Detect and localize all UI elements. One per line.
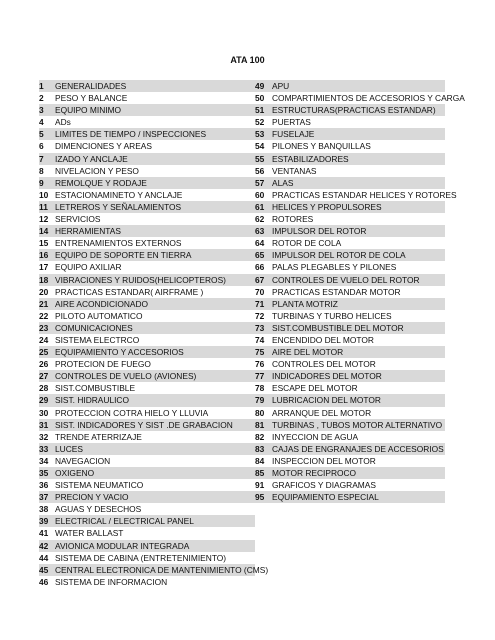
chapter-list-right (255, 80, 465, 503)
chapter-number: 32 (39, 431, 49, 442)
chapter-number: 52 (255, 117, 265, 128)
chapter-label: SIST. INDICADORES Y SIST .DE GRABACION (55, 419, 233, 430)
chapter-row (255, 225, 445, 237)
chapter-number: 57 (255, 177, 265, 188)
chapter-label: SISTEMA NEUMATICO (55, 480, 144, 491)
chapter-number: 16 (39, 250, 49, 261)
chapter-number: 5 (39, 129, 44, 140)
chapter-label: SIST. HIDRAULICO (55, 395, 129, 406)
chapter-label: ELECTRICAL / ELECTRICAL PANEL (55, 516, 194, 527)
chapter-row (255, 298, 445, 310)
chapter-row (39, 310, 255, 322)
chapter-number: 78 (255, 383, 265, 394)
chapter-row (255, 140, 445, 152)
chapter-number: 14 (39, 226, 49, 237)
chapter-number: 45 (39, 564, 49, 575)
chapter-row (255, 370, 445, 382)
chapter-label: SISTEMA ELECTRCO (55, 334, 140, 345)
chapter-number: 4 (39, 117, 44, 128)
chapter-row (39, 419, 255, 431)
chapter-number: 9 (39, 177, 44, 188)
chapter-label: GENERALIDADES (55, 81, 127, 91)
chapter-label: ESTABILIZADORES (272, 153, 349, 164)
chapter-label: APU (272, 81, 290, 91)
chapter-label: SISTEMA DE CABINA (ENTRETENIMIENTO) (55, 552, 227, 563)
chapter-row (255, 80, 445, 92)
chapter-label: LETREROS Y SEÑALAMIENTOS (55, 201, 182, 212)
chapter-number: 65 (255, 250, 265, 261)
chapter-row (39, 225, 255, 237)
chapter-number: 82 (255, 431, 265, 442)
chapter-number: 54 (255, 141, 265, 152)
chapter-row (39, 576, 255, 588)
chapter-number: 36 (39, 480, 49, 491)
chapter-label: SISTEMA DE INFORMACION (55, 576, 168, 587)
chapter-row (255, 104, 445, 116)
chapter-number: 91 (255, 480, 265, 491)
chapter-number: 3 (39, 105, 44, 116)
chapter-number: 56 (255, 165, 265, 176)
chapter-row (255, 394, 445, 406)
chapter-label: IZADO Y ANCLAJE (55, 153, 128, 164)
chapter-number: 12 (39, 214, 49, 225)
chapter-number: 41 (39, 528, 49, 539)
chapter-row (255, 310, 445, 322)
chapter-label: HELICES Y PROPULSORES (272, 201, 382, 212)
chapter-number: 83 (255, 443, 265, 454)
chapter-label: EQUIPO AXILIAR (55, 262, 122, 273)
chapter-row (255, 334, 445, 346)
chapter-row (39, 249, 255, 261)
chapter-label: PRECION Y VACIO (55, 492, 129, 503)
chapter-row (255, 189, 457, 201)
chapter-row (39, 503, 255, 515)
chapter-label: NIVELACION Y PESO (55, 165, 139, 176)
chapter-row (255, 491, 445, 503)
chapter-row (39, 491, 255, 503)
chapter-row (39, 382, 255, 394)
chapter-row (255, 249, 445, 261)
chapter-row (255, 346, 445, 358)
chapter-number: 75 (255, 347, 265, 358)
chapter-row (39, 128, 255, 140)
chapter-row (39, 286, 255, 298)
chapter-row (39, 540, 255, 552)
chapter-number: 73 (255, 322, 265, 333)
chapter-label: PALAS PLEGABLES Y PILONES (272, 262, 397, 273)
chapter-row (39, 346, 255, 358)
chapter-label: PILOTO AUTOMATICO (55, 310, 143, 321)
chapter-label: ROTOR DE COLA (272, 238, 342, 249)
chapter-label: PILONES Y BANQUILLAS (272, 141, 371, 152)
chapter-row (255, 407, 445, 419)
chapter-label: TURBINAS , TUBOS MOTOR ALTERNATIVO (272, 419, 443, 430)
chapter-label: CENTRAL ELECTRONICA DE MANTENIMIENTO (CMS) (55, 564, 269, 575)
chapter-number: 27 (39, 371, 49, 382)
chapter-label: IMPULSOR DEL ROTOR DE COLA (272, 250, 406, 261)
chapter-number: 25 (39, 347, 49, 358)
chapter-label: LUBRICACION DEL MOTOR (272, 395, 381, 406)
chapter-row (255, 479, 445, 491)
chapter-row (39, 467, 255, 479)
chapter-row (39, 564, 269, 576)
chapter-row (39, 358, 255, 370)
chapter-row (255, 261, 445, 273)
chapter-row (39, 80, 255, 92)
chapter-number: 26 (39, 359, 49, 370)
chapter-row (255, 128, 445, 140)
chapter-label: PESO Y BALANCE (55, 93, 128, 104)
chapter-row (39, 527, 255, 539)
chapter-row (255, 382, 445, 394)
chapter-row (39, 455, 255, 467)
chapter-number: 21 (39, 298, 49, 309)
chapter-label: CAJAS DE ENGRANAJES DE ACCESORIOS (272, 443, 444, 454)
page-title: ATA 100 (230, 55, 265, 65)
chapter-number: 2 (39, 93, 44, 104)
chapter-row (255, 467, 445, 479)
chapter-label: PUERTAS (272, 117, 311, 128)
chapter-label: COMPARTIMIENTOS DE ACCESORIOS Y CARGA (272, 93, 465, 104)
chapter-label: VENTANAS (272, 165, 317, 176)
chapter-number: 72 (255, 310, 265, 321)
chapter-label: PROTECION DE FUEGO (55, 359, 151, 370)
chapter-label: PRACTICAS ESTANDAR HELICES Y ROTORES (272, 189, 457, 200)
chapter-row (39, 177, 255, 189)
chapter-row (39, 515, 255, 527)
chapter-number: 1 (39, 81, 44, 91)
chapter-number: 6 (39, 141, 44, 152)
chapter-label: COMUNICACIONES (55, 322, 133, 333)
chapter-label: CONTROLES DE VUELO DEL ROTOR (272, 274, 420, 285)
chapter-number: 51 (255, 105, 265, 116)
chapter-label: INSPECCION DEL MOTOR (272, 455, 376, 466)
chapter-number: 79 (255, 395, 265, 406)
chapter-number: 55 (255, 153, 265, 164)
chapter-label: HERRAMIENTAS (55, 226, 121, 237)
chapter-row (255, 165, 445, 177)
chapter-number: 70 (255, 286, 265, 297)
chapter-row (39, 394, 255, 406)
chapter-label: SIST.COMBUSTIBLE (55, 383, 136, 394)
chapter-number: 76 (255, 359, 265, 370)
chapter-number: 39 (39, 516, 49, 527)
chapter-row (255, 116, 445, 128)
chapter-label: LIMITES DE TIEMPO / INSPECCIONES (55, 129, 207, 140)
chapter-number: 31 (39, 419, 49, 430)
chapter-label: GRAFICOS Y DIAGRAMAS (272, 480, 376, 491)
chapter-label: CONTROLES DEL MOTOR (272, 359, 376, 370)
chapter-label: LUCES (55, 443, 83, 454)
chapter-number: 84 (255, 455, 265, 466)
chapter-label: AIRE DEL MOTOR (272, 347, 344, 358)
chapter-label: FUSELAJE (272, 129, 315, 140)
chapter-number: 66 (255, 262, 265, 273)
chapter-number: 74 (255, 334, 265, 345)
chapter-number: 62 (255, 214, 265, 225)
chapter-number: 8 (39, 165, 44, 176)
chapter-label: AVIONICA MODULAR INTEGRADA (55, 540, 190, 551)
chapter-label: INYECCION DE AGUA (272, 431, 359, 442)
chapter-label: TURBINAS Y TURBO HELICES (272, 310, 392, 321)
chapter-label: EQUIPO MINIMO (55, 105, 122, 116)
chapter-row (255, 358, 445, 370)
chapter-row (39, 140, 255, 152)
chapter-number: 64 (255, 238, 265, 249)
chapter-label: INDICADORES DEL MOTOR (272, 371, 382, 382)
chapter-row (39, 298, 255, 310)
chapter-number: 46 (39, 576, 49, 587)
chapter-label: ARRANQUE DEL MOTOR (272, 407, 372, 418)
chapter-number: 61 (255, 201, 265, 212)
chapter-row (39, 407, 255, 419)
chapter-row (255, 274, 445, 286)
chapter-row (255, 201, 445, 213)
chapter-label: ADs (55, 117, 71, 128)
chapter-row (255, 443, 445, 455)
chapter-label: REMOLQUE Y RODAJE (55, 177, 147, 188)
chapter-label: AGUAS Y DESECHOS (55, 504, 142, 515)
chapter-row (39, 261, 255, 273)
chapter-row (255, 92, 465, 104)
chapter-row (39, 201, 255, 213)
chapter-row (39, 370, 255, 382)
chapter-number: 20 (39, 286, 49, 297)
chapter-label: ROTORES (272, 214, 314, 225)
chapter-number: 24 (39, 334, 49, 345)
chapter-number: 17 (39, 262, 49, 273)
chapter-label: ENCENDIDO DEL MOTOR (272, 334, 374, 345)
chapter-number: 28 (39, 383, 49, 394)
chapter-row (39, 334, 255, 346)
chapter-row (39, 165, 255, 177)
chapter-label: ESTRUCTURAS(PRACTICAS ESTANDAR) (272, 105, 436, 116)
chapter-number: 50 (255, 93, 265, 104)
chapter-label: ESCAPE DEL MOTOR (272, 383, 358, 394)
chapter-number: 30 (39, 407, 49, 418)
chapter-label: PRACTICAS ESTANDAR MOTOR (272, 286, 401, 297)
chapter-row (39, 431, 255, 443)
chapter-row (255, 455, 445, 467)
chapter-number: 67 (255, 274, 265, 285)
chapter-row (39, 104, 255, 116)
chapter-number: 38 (39, 504, 49, 515)
chapter-row (39, 189, 255, 201)
chapter-number: 95 (255, 492, 265, 503)
chapter-label: DIMENCIONES Y AREAS (55, 141, 152, 152)
chapter-label: EQUIPAMIENTO ESPECIAL (272, 492, 379, 503)
chapter-row (255, 177, 445, 189)
chapter-number: 11 (39, 201, 48, 212)
chapter-number: 71 (255, 298, 265, 309)
chapter-label: ENTRENAMIENTOS EXTERNOS (55, 238, 182, 249)
chapter-row (39, 479, 255, 491)
chapter-label: VIBRACIONES Y RUIDOS(HELICOPTEROS) (55, 274, 226, 285)
chapter-label: PLANTA MOTRIZ (272, 298, 338, 309)
chapter-row (39, 274, 255, 286)
chapter-row (255, 322, 445, 334)
chapter-label: ESTACIONAMINETO Y ANCLAJE (55, 189, 183, 200)
chapter-number: 29 (39, 395, 49, 406)
chapter-row (39, 552, 255, 564)
chapter-number: 63 (255, 226, 265, 237)
chapter-row (39, 213, 255, 225)
chapter-number: 42 (39, 540, 49, 551)
chapter-label: OXIGENO (55, 468, 95, 478)
chapter-number: 7 (39, 153, 44, 164)
chapter-row (39, 92, 255, 104)
chapter-row (39, 322, 255, 334)
chapter-number: 15 (39, 238, 49, 249)
chapter-number: 37 (39, 492, 49, 503)
chapter-number: 85 (255, 468, 265, 478)
chapter-number: 53 (255, 129, 265, 140)
chapter-number: 80 (255, 407, 265, 418)
chapter-row (255, 286, 445, 298)
chapter-row (39, 116, 255, 128)
chapter-number: 77 (255, 371, 265, 382)
chapter-label: PROTECCION COTRA HIELO Y LLUVIA (55, 407, 209, 418)
chapter-number: 49 (255, 81, 265, 91)
chapter-row (39, 443, 255, 455)
chapter-label: CONTROLES DE VUELO (AVIONES) (55, 371, 197, 382)
chapter-row (255, 213, 445, 225)
chapter-number: 34 (39, 455, 49, 466)
chapter-label: SIST.COMBUSTIBLE DEL MOTOR (272, 322, 404, 333)
chapter-number: 44 (39, 552, 49, 563)
chapter-row (255, 419, 445, 431)
chapter-row (39, 153, 255, 165)
chapter-number: 33 (39, 443, 49, 454)
chapter-number: 23 (39, 322, 49, 333)
chapter-number: 22 (39, 310, 49, 321)
chapter-label: AIRE ACONDICIONADO (55, 298, 149, 309)
chapter-label: TRENDE ATERRIZAJE (55, 431, 142, 442)
chapter-label: PRACTICAS ESTANDAR( AIRFRAME ) (55, 286, 204, 297)
chapter-row (255, 237, 445, 249)
chapter-label: MOTOR RECIPROCO (272, 468, 357, 478)
chapter-number: 81 (255, 419, 265, 430)
chapter-row (39, 237, 255, 249)
chapter-row (255, 153, 445, 165)
chapter-row (255, 431, 445, 443)
chapter-number: 60 (255, 189, 265, 200)
chapter-label: EQUIPAMIENTO Y ACCESORIOS (55, 347, 184, 358)
chapter-number: 18 (39, 274, 49, 285)
chapter-label: ALAS (272, 177, 294, 188)
chapter-label: EQUIPO DE SOPORTE EN TIERRA (55, 250, 192, 261)
chapter-label: WATER BALLAST (55, 528, 124, 539)
chapter-number: 35 (39, 468, 49, 478)
chapter-label: IMPULSOR DEL ROTOR (272, 226, 367, 237)
chapter-label: SERVICIOS (55, 214, 101, 225)
chapter-label: NAVEGACION (55, 455, 111, 466)
chapter-number: 10 (39, 189, 49, 200)
